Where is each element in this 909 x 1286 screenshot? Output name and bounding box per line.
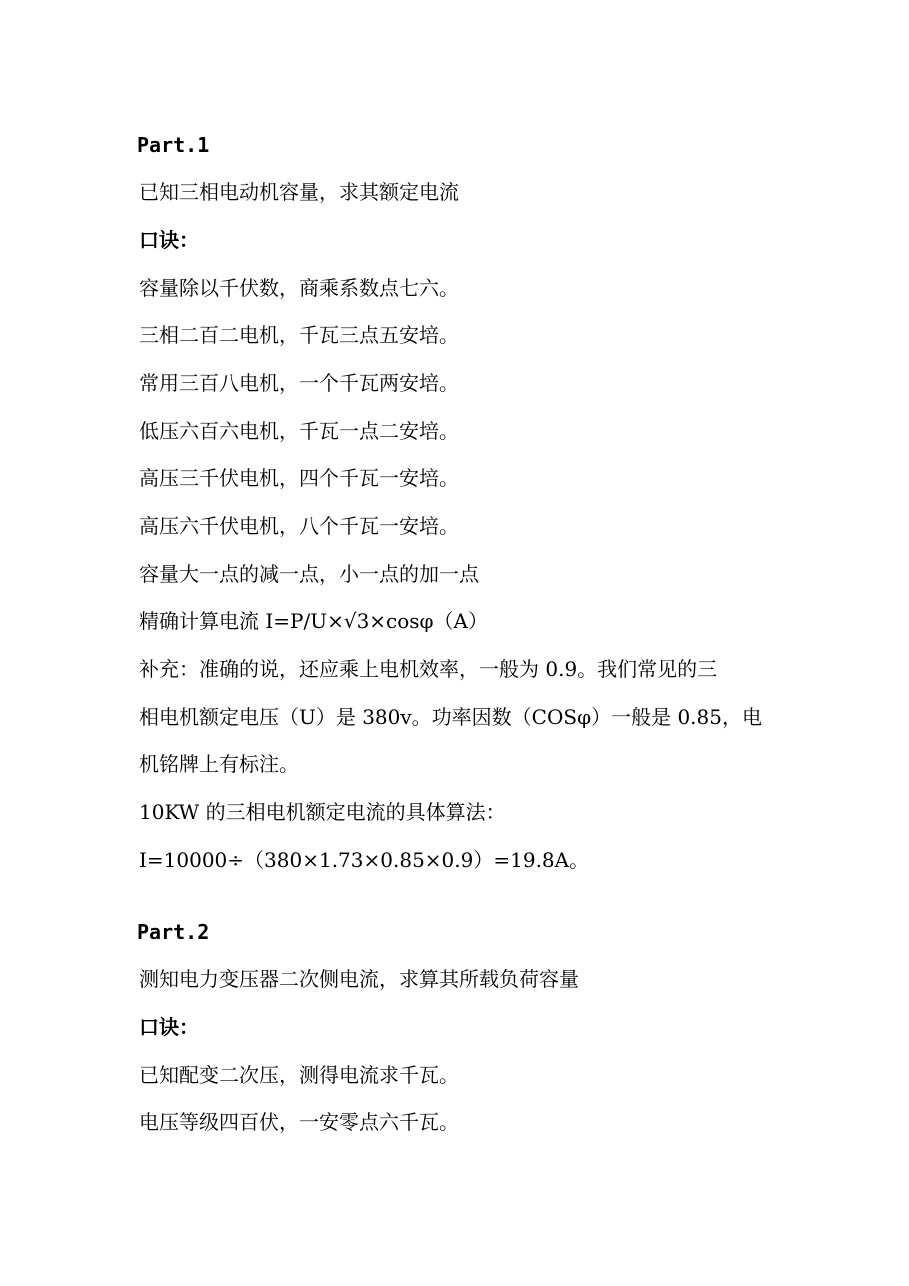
part1-supplement-line: 补充：准确的说，还应乘上电机效率，一般为 0.9。我们常见的三 xyxy=(139,657,718,681)
part1-example-formula: I=10000÷（380×1.73×0.85×0.9）=19.8A。 xyxy=(139,848,590,872)
part1-koujue-label: 口诀： xyxy=(139,228,199,252)
part1-supplement-line: 相电机额定电压（U）是 380v。功率因数（COSφ）一般是 0.85，电 xyxy=(139,705,762,729)
part1-example-title: 10KW 的三相电机额定电流的具体算法： xyxy=(139,800,506,824)
part1-verse: 三相二百二电机，千瓦三点五安培。 xyxy=(139,323,459,347)
part1-verse: 常用三百八电机，一个千瓦两安培。 xyxy=(139,371,459,395)
part2-subtitle: 测知电力变压器二次侧电流，求算其所载负荷容量 xyxy=(139,967,579,991)
part1-formula: 精确计算电流 I=P/U×√3×cosφ（A） xyxy=(139,609,489,633)
part2-heading: Part.2 xyxy=(137,920,210,944)
part1-verse: 容量除以千伏数，商乘系数点七六。 xyxy=(139,276,459,300)
part2-verse: 已知配变二次压，测得电流求千瓦。 xyxy=(139,1063,459,1087)
part1-verse: 高压三千伏电机，四个千瓦一安培。 xyxy=(139,466,459,490)
part1-verse: 低压六百六电机，千瓦一点二安培。 xyxy=(139,419,459,443)
part2-verse: 电压等级四百伏，一安零点六千瓦。 xyxy=(139,1110,459,1134)
part2-koujue-label: 口诀： xyxy=(139,1015,199,1039)
part1-verse: 高压六千伏电机，八个千瓦一安培。 xyxy=(139,514,459,538)
part1-heading: Part.1 xyxy=(137,133,210,157)
part1-supplement-line: 机铭牌上有标注。 xyxy=(139,752,299,776)
part1-subtitle: 已知三相电动机容量，求其额定电流 xyxy=(139,180,459,204)
part1-verse: 容量大一点的减一点，小一点的加一点 xyxy=(139,562,479,586)
